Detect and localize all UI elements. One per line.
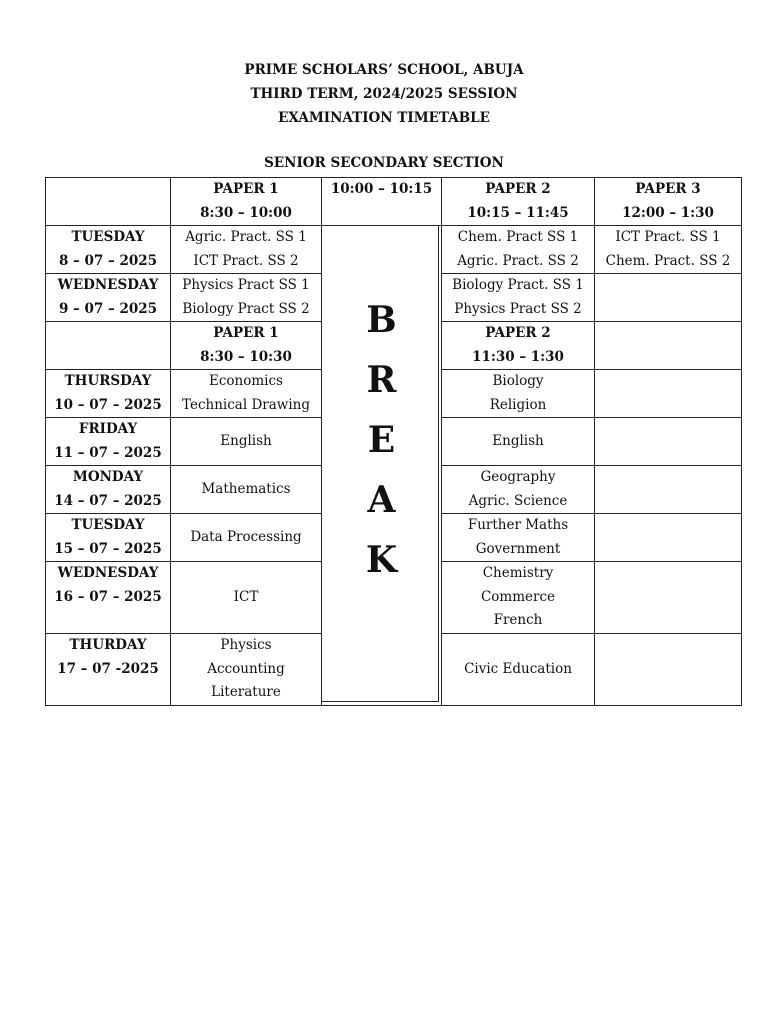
day-name: TUESDAY <box>71 517 145 533</box>
subject: Technical Drawing <box>182 396 310 413</box>
day-cell <box>46 418 171 466</box>
paper3-time: 12:00 – 1:30 <box>622 204 714 221</box>
paper3-subjects <box>595 634 742 706</box>
day-name: THURSDAY <box>64 373 152 389</box>
paper1-label: PAPER 1 <box>213 181 279 197</box>
day-name: THURDAY <box>69 637 147 653</box>
paper2-header <box>442 178 595 226</box>
paper2-time: 11:30 – 1:30 <box>472 348 564 365</box>
day-cell <box>46 370 171 418</box>
subject: Accounting <box>207 660 285 677</box>
paper1-header <box>171 322 322 370</box>
day-name: FRIDAY <box>78 421 138 437</box>
paper3-subjects <box>595 322 742 370</box>
break-time: 10:00 – 10:15 <box>330 181 433 197</box>
paper1-subjects <box>171 226 322 274</box>
header-row-1 <box>46 178 742 226</box>
paper2-subjects <box>442 226 595 274</box>
subject: Physics <box>220 637 272 654</box>
day-date: 10 – 07 – 2025 <box>54 396 162 413</box>
day-date: 11 – 07 – 2025 <box>54 444 162 461</box>
day-date: 16 – 07 – 2025 <box>54 588 162 605</box>
paper2-subjects <box>442 514 595 562</box>
document-title: EXAMINATION TIMETABLE <box>278 110 490 126</box>
break-letter: B <box>366 299 397 341</box>
paper2-time: 10:15 – 11:45 <box>467 204 569 221</box>
subject: Biology Pract SS 2 <box>182 300 310 317</box>
subject: Biology <box>492 373 544 389</box>
day-cell <box>46 514 171 562</box>
subject: Mathematics <box>201 480 291 497</box>
day-date: 17 – 07 -2025 <box>57 660 159 677</box>
section-title: SENIOR SECONDARY SECTION <box>264 155 504 171</box>
subject: ICT Pract. SS 1 <box>615 229 721 245</box>
subject: English <box>492 432 544 449</box>
paper2-label: PAPER 2 <box>485 325 551 341</box>
paper2-label: PAPER 2 <box>485 181 551 197</box>
paper3-header <box>595 178 742 226</box>
paper1-subjects <box>171 418 322 466</box>
subject: Agric. Science <box>468 492 568 509</box>
subject: Chemistry <box>482 565 554 582</box>
paper1-subjects <box>171 370 322 418</box>
subject: Government <box>475 540 561 557</box>
paper3-subjects <box>595 514 742 562</box>
day-date: 15 – 07 – 2025 <box>54 540 162 557</box>
subject: Religion <box>489 396 547 413</box>
day-cell <box>46 274 171 322</box>
paper1-subjects <box>171 466 322 514</box>
subject: Agric. Pract. SS 2 <box>457 252 579 269</box>
break-column <box>322 226 442 706</box>
subject: Biology Pract. SS 1 <box>452 277 584 293</box>
paper1-subjects <box>171 634 322 706</box>
paper2-subjects <box>442 418 595 466</box>
day-date: 9 – 07 – 2025 <box>58 300 158 317</box>
table-row <box>46 226 742 274</box>
day-cell <box>46 466 171 514</box>
subject: Geography <box>480 469 556 485</box>
break-letter: K <box>365 539 398 581</box>
subject: ICT <box>233 588 259 605</box>
paper1-subjects <box>171 514 322 562</box>
subject: Civic Education <box>464 660 572 677</box>
day-cell <box>46 226 171 274</box>
paper2-header <box>442 322 595 370</box>
subject: Literature <box>211 684 281 701</box>
paper1-subjects <box>171 274 322 322</box>
paper2-subjects <box>442 562 595 634</box>
paper3-subjects <box>595 274 742 322</box>
paper2-subjects <box>442 370 595 418</box>
break-letter: R <box>366 359 397 401</box>
break-time-header <box>322 178 442 226</box>
paper3-subjects <box>595 466 742 514</box>
paper1-time: 8:30 – 10:30 <box>200 348 292 365</box>
paper1-subjects <box>171 562 322 634</box>
day-date: 14 – 07 – 2025 <box>54 492 162 509</box>
day-cell <box>46 562 171 634</box>
subject: Physics Pract SS 2 <box>454 300 582 317</box>
exam-timetable <box>45 177 742 706</box>
paper3-subjects <box>595 226 742 274</box>
day-cell <box>46 634 171 706</box>
subject: Data Processing <box>190 528 302 545</box>
break-label <box>322 290 441 590</box>
break-letter: E <box>367 419 396 461</box>
day-name: TUESDAY <box>71 229 145 245</box>
document-header <box>0 58 768 130</box>
day-name: WEDNESDAY <box>57 565 159 581</box>
subject: Commerce <box>480 588 556 605</box>
break-letter: A <box>367 479 396 521</box>
paper2-subjects <box>442 274 595 322</box>
paper3-label: PAPER 3 <box>635 181 701 197</box>
subject: Physics Pract SS 1 <box>182 277 310 293</box>
blank-cell <box>46 322 171 370</box>
paper2-subjects <box>442 466 595 514</box>
subject: French <box>493 612 543 629</box>
paper3-subjects <box>595 418 742 466</box>
paper3-subjects <box>595 370 742 418</box>
school-name: PRIME SCHOLARS’ SCHOOL, ABUJA <box>244 62 524 78</box>
paper1-time: 8:30 – 10:00 <box>200 204 292 221</box>
subject: English <box>220 432 272 449</box>
subject: ICT Pract. SS 2 <box>193 252 299 269</box>
subject: Agric. Pract. SS 1 <box>185 229 307 245</box>
day-name: MONDAY <box>72 469 144 485</box>
subject: Further Maths <box>467 517 569 533</box>
term-session: THIRD TERM, 2024/2025 SESSION <box>250 86 518 102</box>
paper3-subjects <box>595 562 742 634</box>
subject: Chem. Pract. SS 2 <box>605 252 731 269</box>
day-date: 8 – 07 – 2025 <box>58 252 158 269</box>
paper2-subjects <box>442 634 595 706</box>
paper1-header <box>171 178 322 226</box>
blank-cell <box>46 178 171 226</box>
day-name: WEDNESDAY <box>57 277 159 293</box>
subject: Chem. Pract SS 1 <box>457 229 579 245</box>
subject: Economics <box>209 373 283 389</box>
paper1-label: PAPER 1 <box>213 325 279 341</box>
